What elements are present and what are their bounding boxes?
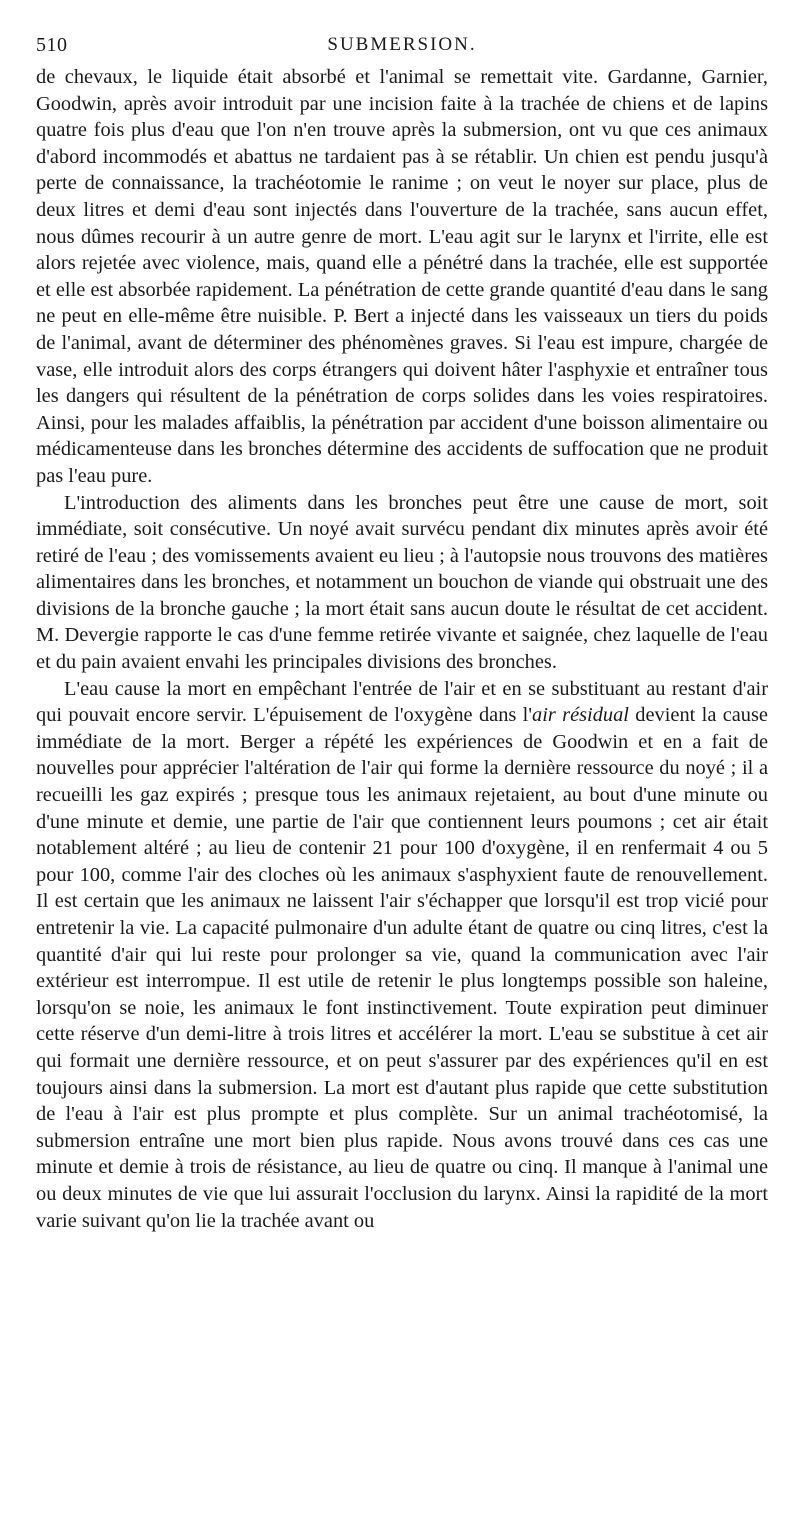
paragraph-text-end: devient la cause immédiate de la mort. Berger a répété les expériences de Goodwin et en a fait de nouvelles pour apprécier l'altération de l'air qui forme la dernière ressource du noyé ; il a recueilli les gaz expirés ; presque tous les animaux rejetaient, au bout d'une minute ou d'une minute et demie, une partie de l'air que contiennent leurs poumons ; cet air était notablement altéré ; au lieu de contenir 21 pour 100 d'oxygène, il en renfermait 4 ou 5 pour 100, comme l'air des cloches où les animaux s'asphyxient faute de renouvellement. Il est certain que les animaux ne laissent l'air s'échapper que lorsqu'il est trop vicié pour entretenir la vie. La capacité pulmonaire d'un adulte étant de quatre ou cinq litres, c'est la quantité d'air qui lui reste pour prolonger sa vie, quand la communication avec l'air extérieur est interrompue. Il est utile de retenir le plus longtemps possible son haleine, lorsqu'on se noie, les animaux le font instinctivement. Toute expiration peut diminuer cette réserve d'un demi-litre à trois litres et accélérer la mort. L'eau se substitue à cet air qui formait une dernière ressource, et on peut s'assurer par des expériences qu'il en est toujours ainsi dans la submersion. La mort est d'autant plus rapide que cette substitution de l'eau à l'air est plus prompte et plus complète. Sur un animal trachéotomisé, la submersion entraîne une mort bien plus rapide. Nous avons trouvé dans ces cas une minute et demie à trois de résistance, au lieu de quatre ou cinq. Il manque à l'animal une ou deux minutes de vie que lui assurait l'occlusion du larynx. Ainsi la rapidité de la mort varie suivant qu'on lie la trachée avant ou <box>36 704 768 1232</box>
paragraph-aliments-bronches: L'introduction des aliments dans les bronches peut être une cause de mort, soit immédiate, soit consécutive. Un noyé avait survécu pendant dix minutes après avoir été retiré de l'eau ; des vomissements avaient eu lieu ; à l'autopsie nous trouvons des matières alimentaires dans les bronches, et notamment un bouchon de viande qui obstruait une des divisions de la bronche gauche ; la mort était sans aucun doute le résultat de cet accident. M. Devergie rapporte le cas d'une femme retirée vivante et saignée, chez laquelle de l'eau et du pain avaient envahi les principales divisions des bronches. <box>36 491 768 674</box>
paragraph-text-start: L'eau cause la mort en empêchant l'entrée de l'air et en se substituant au restant d'air qui pouvait encore servir. L'épuisement de l'oxygène dans l' <box>36 677 768 727</box>
page-header-title: SUBMERSION. <box>327 34 477 55</box>
paragraph-air-residual <box>36 676 768 1234</box>
paragraph-continuation: de chevaux, le liquide était absorbé et l'animal se remettait vite. Gardanne, Garnier, Goodwin, après avoir introduit par une incision faite à la trachée de chiens et de lapins quatre fois plus d'eau que l'on n'en trouve après la submersion, ont vu que ces animaux d'abord incommodés et abattus ne tardaient pas à se rétablir. Un chien est pendu jusqu'à perte de connaissance, la trachéotomie le ranime ; on veut le noyer sur place, plus de deux litres et demi d'eau sont injectés dans l'ouverture de la trachée, sans aucun effet, nous dûmes recourir à un autre genre de mort. L'eau agit sur le larynx et l'irrite, elle est alors rejetée avec violence, mais, quand elle a pénétré dans la trachée, elle est supportée et elle est absorbée rapidement. La pénétration de cette grande quantité d'eau dans le sang ne peut en elle-même être nuisible. P. Bert a injecté dans les vaisseaux un tiers du poids de l'animal, avant de déterminer des phénomènes graves. Si l'eau est impure, chargée de vase, elle introduit alors des corps étrangers qui doivent hâter l'asphyxie et entraîner tous les dangers qui résultent de la pénétration de corps solides dans les voies respiratoires. Ainsi, pour les malades affaiblis, la pénétration par accident d'une boisson alimentaire ou médicamenteuse dans les bronches détermine des accidents de suffocation que ne produit pas l'eau pure. <box>36 66 768 487</box>
italic-term: air résidual <box>532 704 629 727</box>
body-text <box>36 64 768 1234</box>
running-head <box>36 30 768 64</box>
book-page <box>36 30 768 1234</box>
page-number: 510 <box>36 34 68 56</box>
